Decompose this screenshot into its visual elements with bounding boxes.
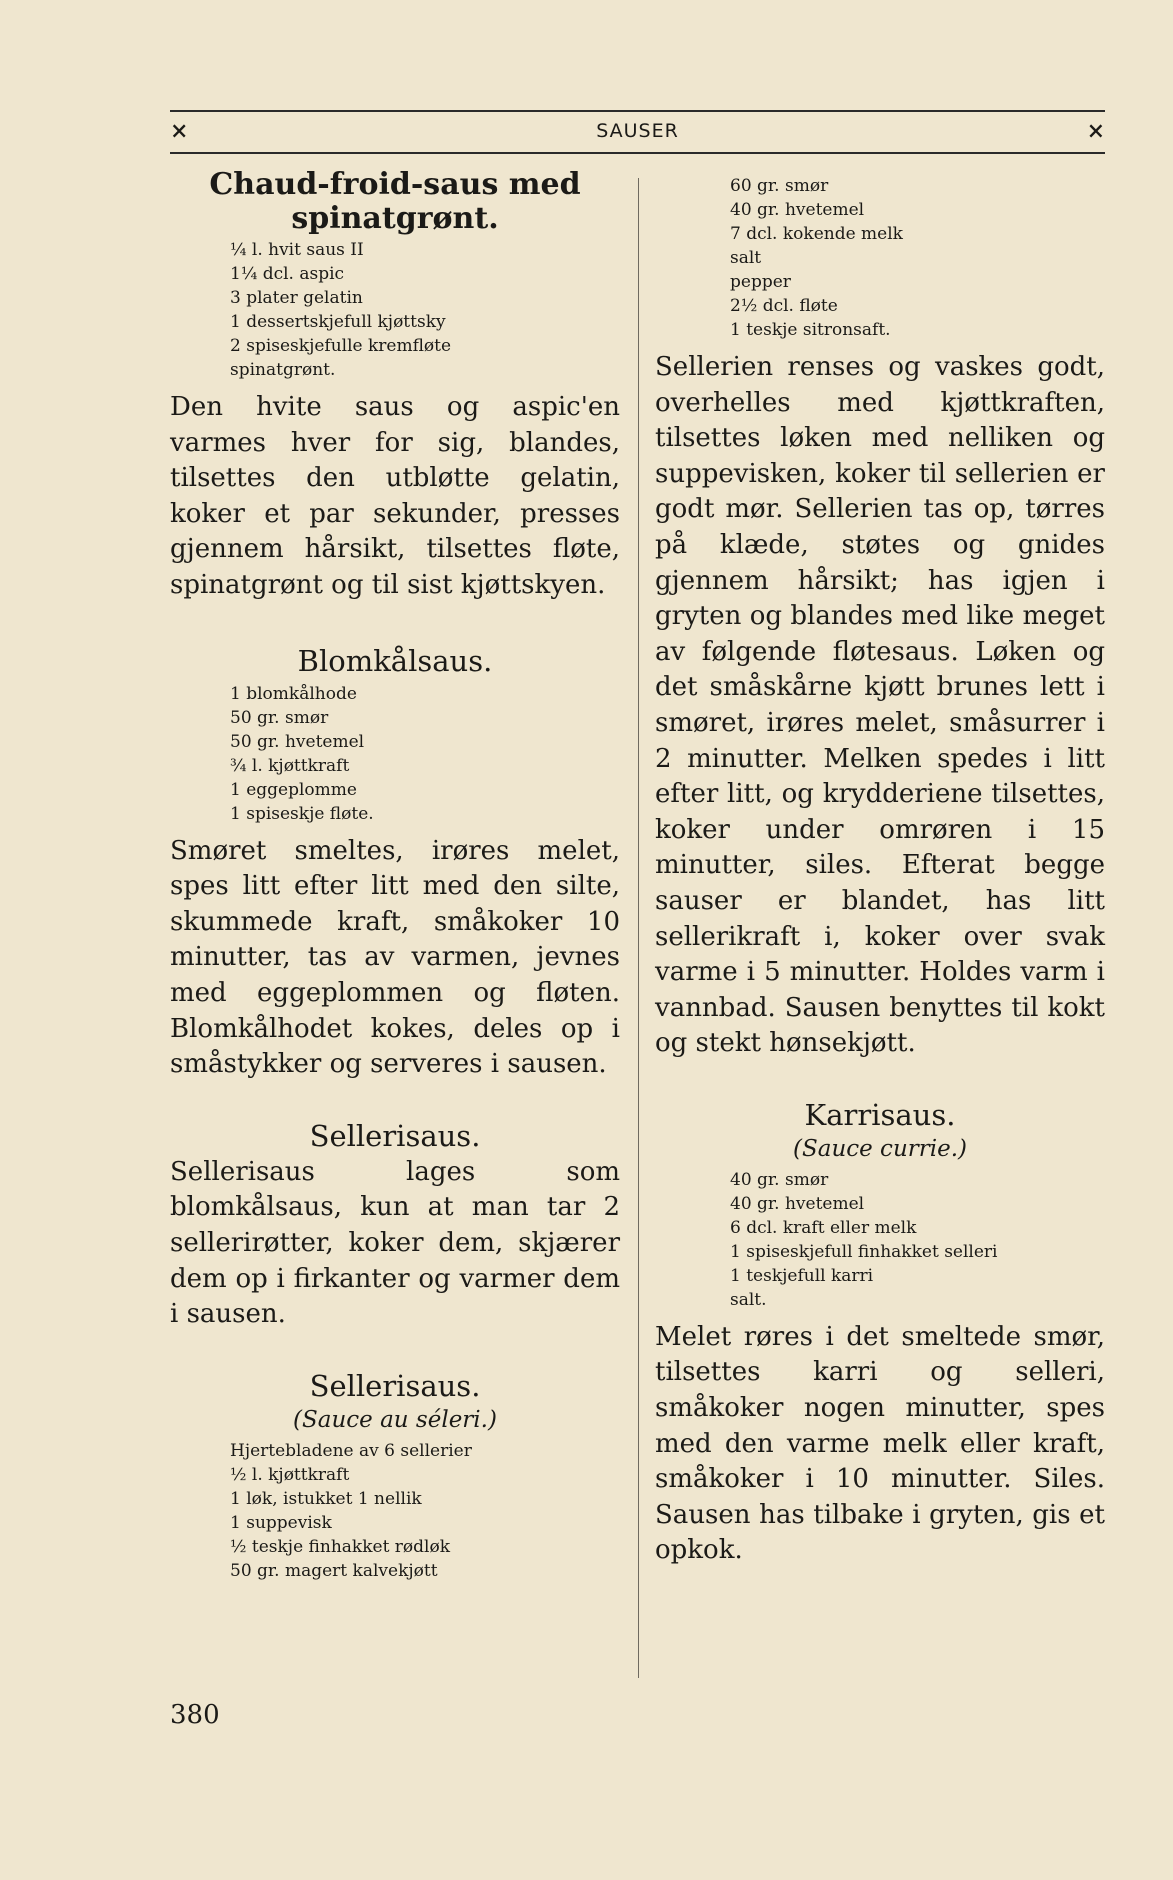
ingredient: 40 gr. hvetemel <box>730 200 865 220</box>
ingredient: 7 dcl. kokende melk <box>730 224 903 244</box>
running-header <box>170 110 1105 154</box>
ingredient: pepper <box>730 272 791 292</box>
chaud-froid-title-line1: Chaud-froid-saus med <box>209 167 581 202</box>
ingredient: 3 plater gelatin <box>230 288 363 308</box>
ingredient: Hjertebladene av 6 sellerier <box>230 1440 472 1461</box>
blomkal-text: Smøret smeltes, irøres melet, spes litt efter litt med den silte, skummede kraft, småkoker 10 minutter, tas av varmen, jevnes med eggeplommen og fløten. Blomkålhodet kokes, deles op i småstykker og serveres i sausen. <box>170 835 620 1080</box>
chaud-froid-ingredients <box>230 238 620 382</box>
ingredient: ½ l. kjøttkraft <box>230 1464 350 1485</box>
ingredient: 40 gr. smør <box>730 1169 829 1190</box>
header-left-ornament: × <box>170 118 189 144</box>
chaud-froid-text: Den hvite saus og aspic'en varmes hver for sig, blandes, tilsettes den utbløtte gelatin, koker et par sekunder, presses gjennem hårsikt, tilsettes fløte, spinatgrønt og til sist kjøttskyen. <box>170 392 620 600</box>
karrisaus-subtitle: (Sauce currie.) <box>793 1135 967 1162</box>
karrisaus-text: Melet røres i det smeltede smør, tilsettes karri og selleri, småkoker nogen minutter, spes med den varme melk eller kraft, småkoker i 10 minutter. Siles. Sausen has tilbake i gryten, gis et opkok. <box>655 1321 1105 1566</box>
ingredient: 40 gr. hvetemel <box>730 1193 865 1214</box>
sellerisaus-text: Sellerisaus lages som blomkålsaus, kun at man tar 2 sellerirøtter, koker dem, skjærer dem op i firkanter og varmer dem i sausen. <box>170 1156 620 1330</box>
ingredient: 6 dcl. kraft eller melk <box>730 1217 917 1238</box>
header-title: SAUSER <box>596 120 679 142</box>
ingredient: salt <box>730 248 762 268</box>
ingredient: 1 suppevisk <box>230 1512 332 1533</box>
karrisaus-title: Karrisaus. <box>804 1097 956 1132</box>
sellerisaus-seleri-title: Sellerisaus. <box>309 1368 481 1403</box>
ingredient: 1 eggeplomme <box>230 779 357 800</box>
ingredient: 50 gr. magert kalvekjøtt <box>230 1560 438 1581</box>
ingredient: 1 blomkålhode <box>230 683 357 704</box>
column-divider <box>638 178 639 1678</box>
header-right-ornament: × <box>1086 118 1105 144</box>
ingredient: 1 spiseskje fløte. <box>230 803 374 824</box>
ingredient: 2½ dcl. fløte <box>730 296 838 316</box>
karrisaus-ingredients <box>730 1168 1105 1312</box>
ingredient: 2 spiseskjefulle kremfløte <box>230 336 452 356</box>
blomkal-ingredients <box>230 682 620 826</box>
ingredient: 1 løk, istukket 1 nellik <box>230 1488 422 1509</box>
sellerisaus-seleri-text: Sellerien renses og vaskes godt, overhelles med kjøttkraften, tilsettes løken med nelliken og suppevisken, koker til sellerien er godt mør. Sellerien tas op, tørres på klæde, støtes og gnides gjennem hårsikt; has igjen i gryten og blandes med like meget av følgende fløtesaus. Løken og det småskårne kjøtt brunes lett i smøret, irøres melet, småsurrer i 2 minutter. Melken spedes i litt efter litt, og krydderiene tilsettes, koker under omrøren i 15 minutter, siles. Efterat begge sauser er blandet, has litt sellerikraft i, koker over svak varme i 5 minutter. Holdes varm i vannbad. Sausen benyttes til kokt og stekt hønsekjøtt. <box>655 352 1105 1059</box>
ingredient: 60 gr. smør <box>730 176 829 196</box>
ingredient: ¼ l. hvit saus II <box>230 240 364 260</box>
left-column <box>170 168 620 1591</box>
ingredient: ½ teskje finhakket rødløk <box>230 1536 451 1557</box>
ingredient: spinatgrønt. <box>230 360 336 380</box>
chaud-froid-title-line2: spinatgrønt. <box>291 201 499 236</box>
blomkal-title: Blomkålsaus. <box>297 643 493 678</box>
sellerisaus-seleri-ingredients <box>230 1439 620 1583</box>
page-number: 380 <box>170 1700 220 1730</box>
sellerisaus-seleri-ingredients-continued <box>730 174 1105 342</box>
ingredient: 50 gr. hvetemel <box>230 731 365 752</box>
ingredient: 1 dessertskjefull kjøttsky <box>230 312 446 332</box>
ingredient: salt. <box>730 1289 767 1310</box>
ingredient: 50 gr. smør <box>230 707 329 728</box>
sellerisaus-seleri-subtitle: (Sauce au séleri.) <box>293 1406 497 1433</box>
right-column <box>655 168 1105 1569</box>
ingredient: 1 teskjefull karri <box>730 1265 874 1286</box>
sellerisaus-title: Sellerisaus. <box>309 1118 481 1153</box>
chaud-froid-title <box>170 168 620 236</box>
ingredient: ¾ l. kjøttkraft <box>230 755 350 776</box>
ingredient: 1 spiseskjefull finhakket selleri <box>730 1241 998 1262</box>
ingredient: 1¼ dcl. aspic <box>230 264 345 284</box>
ingredient: 1 teskje sitronsaft. <box>730 320 891 340</box>
